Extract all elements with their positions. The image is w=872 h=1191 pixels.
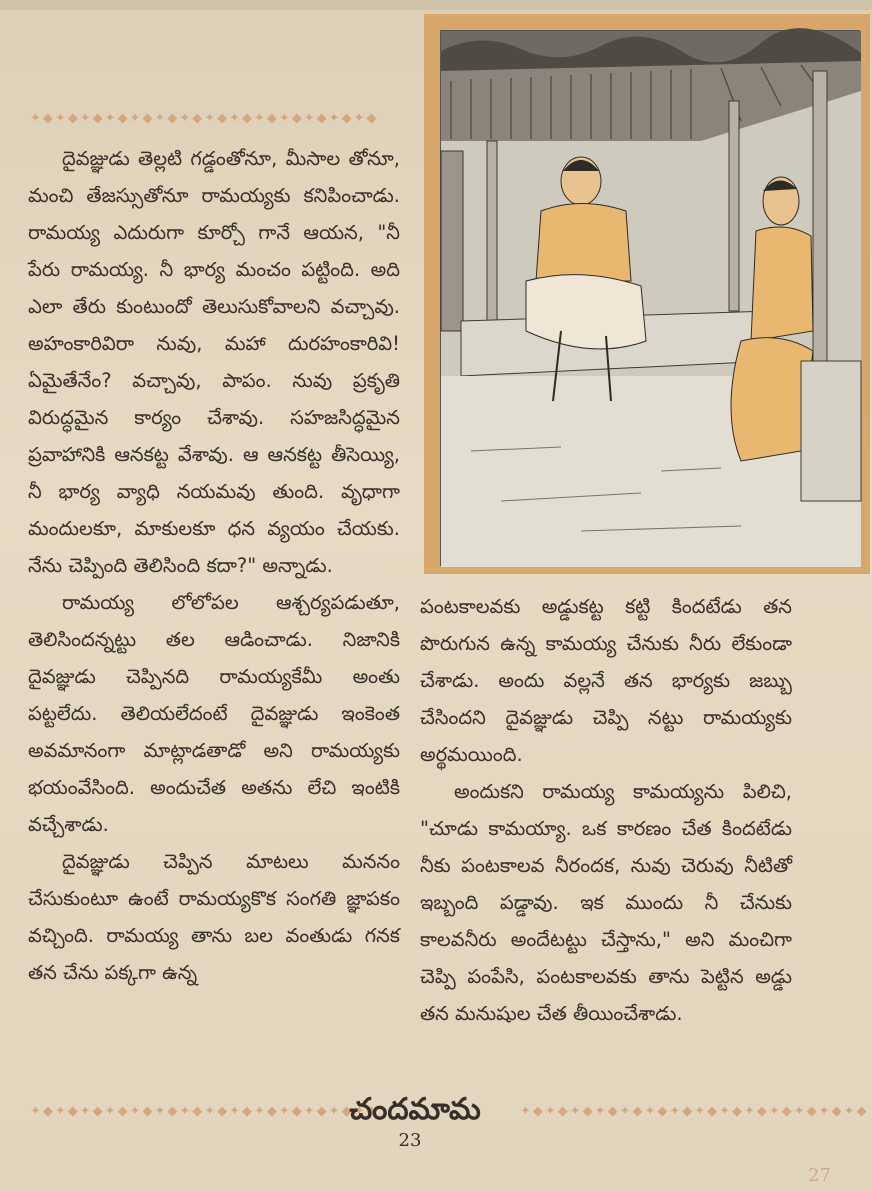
illustration-frame <box>424 14 870 574</box>
story-illustration <box>440 30 860 566</box>
illustration-drawing <box>441 31 861 567</box>
story-column-right <box>420 588 792 1032</box>
paragraph: అందుకని రామయ్య కామయ్యను పిలిచి, "చూడు కామయ్యా. ఒక కారణం చేత కిందటేడు నీకు పంటకాలవ నీరందక, నువు చెరువు నీటితో ఇబ్బంది పడ్డావు. ఇక ముందు నీ చేనుకు కాలవనీరు అందేటట్టు చేస్తాను," అని మంచిగా చెప్పి పంపేసి, పంటకాలవకు తాను పెట్టిన అడ్డు తన మనుషుల చేత తీయించేశాడు. <box>420 780 792 1025</box>
ornament-border-bottom-right: ✦◆✦◆✦◆✦◆✦◆✦◆✦◆✦◆✦◆✦◆✦◆✦◆✦◆✦◆ <box>520 1104 869 1119</box>
paragraph: దైవజ్ఞుడు తెల్లటి గడ్డంతోనూ, మీసాల తోనూ, మంచి తేజస్సుతోనూ రామయ్యకు కనిపించాడు. రామయ్య ఎదురుగా కూర్చో గానే ఆయన, "నీ పేరు రామయ్య. నీ భార్య మంచం పట్టింది. అది ఎలా తేరు కుంటుందో తెలుసుకోవాలని వచ్చావు. అహంకారివిరా నువు, మహా దురహంకారివి! ఏమైతేనేం? వచ్చావు, పాపం. నువు ప్రకృతి విరుద్ధమైన కార్యం చేశావు. సహజసిద్ధమైన ప్రవాహానికి ఆనకట్ట వేశావు. ఆ ఆనకట్ట తీసెయ్యి, నీ భార్య వ్యాధి నయమవు తుంది. వృధాగా మందులకూ, మాకులకూ ధన వ్యయం చేయకు. నేను చెప్పింది తెలిసింది కదా?" అన్నాడు. <box>28 147 400 577</box>
ornament-border-bottom-left: ✦◆✦◆✦◆✦◆✦◆✦◆✦◆✦◆✦◆✦◆✦◆✦◆✦◆✦◆ <box>30 1104 379 1119</box>
paragraph: దైవజ్ఞుడు చెప్పిన మాటలు మననం చేసుకుంటూ ఉంటే రామయ్యకొక సంగతి జ్ఞాపకం వచ్చింది. రామయ్య తాను బల వంతుడు గనక తన చేను పక్కగా ఉన్న <box>28 850 400 984</box>
magazine-title: చందమామ <box>349 1092 481 1127</box>
top-edge <box>0 0 872 10</box>
corner-mark: 27 <box>808 1165 831 1186</box>
story-column-left <box>28 140 400 991</box>
ornament-border-top: ✦◆✦◆✦◆✦◆✦◆✦◆✦◆✦◆✦◆✦◆✦◆✦◆✦◆✦◆ <box>30 111 379 126</box>
paragraph: రామయ్య లోలోపల ఆశ్చర్యపడుతూ, తెలిసిందన్నట్టు తల ఆడించాడు. నిజానికి దైవజ్ఞుడు చెప్పినది రామయ్యకేమీ అంతు పట్టలేదు. తెలియలేదంటే దైవజ్ఞుడు ఇంకెంత అవమానంగా మాట్లాడతాడో అని రామయ్యకు భయంవేసింది. అందుచేత అతను లేచి ఇంటికి వచ్చేశాడు. <box>28 591 400 836</box>
paragraph: పంటకాలవకు అడ్డుకట్ట కట్టి కిందటేడు తన పొరుగున ఉన్న కామయ్య చేనుకు నీరు లేకుండా చేశాడు. అందు వల్లనే తన భార్యకు జబ్బు చేసిందని దైవజ్ఞుడు చెప్పి నట్టు రామయ్యకు అర్థమయింది. <box>420 595 792 766</box>
page-number: 23 <box>398 1130 422 1151</box>
